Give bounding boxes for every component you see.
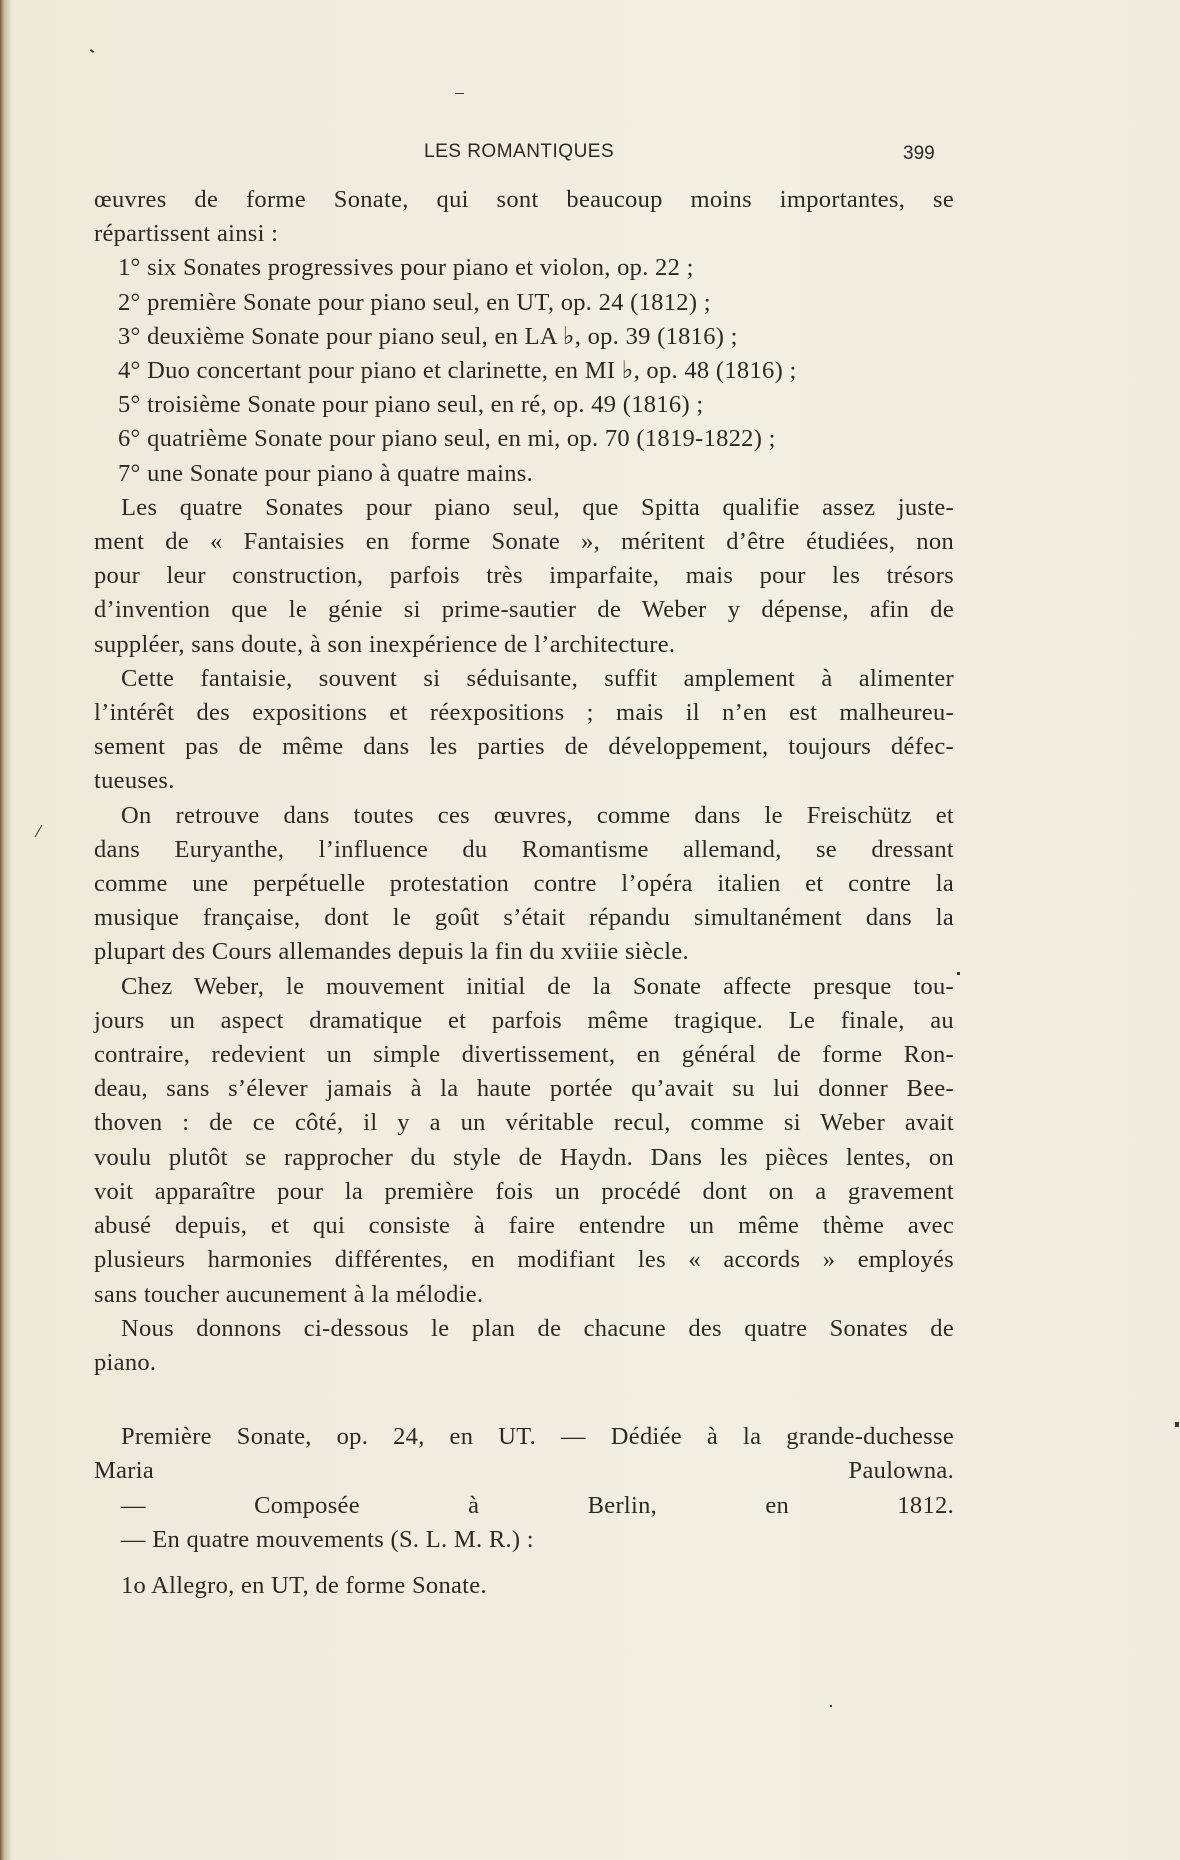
list-item: 1° six Sonates progressives pour piano et violon, op. 22 ; [118, 254, 694, 282]
running-head: LES ROMANTIQUES [424, 141, 615, 162]
text-line: voit apparaître pour la première fois un procédé dont on a gravement [94, 1177, 954, 1205]
text-line: abusé depuis, et qui consiste à faire entendre un même thème avec [94, 1212, 954, 1240]
text-line: répartissent ainsi : [94, 220, 279, 248]
speck-mark [830, 1705, 832, 1707]
line-text: œuvres de forme Sonate, qui sont beaucoup moins importantes, se [94, 186, 954, 213]
text-line: contraire, redevient un simple divertissement, en général de forme Ron- [94, 1041, 954, 1069]
text-line: — Composée à Berlin, en 1812. [121, 1491, 954, 1519]
text-line: Première Sonate, op. 24, en UT. — Dédiée à la grande-duchesse [121, 1423, 954, 1451]
movement-line: 1o Allegro, en UT, de forme Sonate. [121, 1571, 487, 1599]
text-line: jours un aspect dramatique et parfois même tragique. Le finale, au [94, 1006, 954, 1034]
list-item: 5° troisième Sonate pour piano seul, en ré, op. 49 (1816) ; [118, 391, 704, 419]
works-list [94, 251, 954, 490]
paragraph-intro [94, 183, 954, 251]
speck-mark [455, 93, 464, 94]
list-item: 2° première Sonate pour piano seul, en UT, op. 24 (1812) ; [118, 288, 711, 316]
text-line: l’intérêt des expositions et réexpositions ; mais il n’en est malheureu- [94, 699, 954, 727]
text-line: dans Euryanthe, l’influence du Romantisme allemand, se dressant [94, 835, 954, 863]
text-line: d’invention que le génie si prime-sautier de Weber y dépense, afin de [94, 596, 954, 624]
text-line [94, 183, 954, 217]
speck-mark [1175, 1422, 1179, 1427]
section-gap [94, 1557, 954, 1569]
body-text [94, 183, 954, 1603]
text-line: Chez Weber, le mouvement initial de la Sonate affecte presque tou- [121, 972, 954, 1000]
paragraph-fantaisie [94, 662, 954, 799]
page-number: 399 [903, 143, 935, 164]
text-line: — En quatre mouvements (S. L. M. R.) : [121, 1525, 534, 1553]
paragraph-plan [94, 1312, 954, 1380]
text-line: piano. [94, 1348, 157, 1376]
paragraph-romantisme [94, 799, 954, 970]
speck-mark [35, 825, 43, 838]
text-line: Nous donnons ci-dessous le plan de chacune des quatre Sonates de [121, 1314, 954, 1342]
text-line: tueuses. [94, 767, 175, 795]
text-line: Les quatre Sonates pour piano seul, que Spitta qualifie assez juste- [121, 493, 954, 521]
list-item: 4° Duo concertant pour piano et clarinette, en MI ♭, op. 48 (1816) ; [118, 357, 797, 385]
text-line: thoven : de ce côté, il y a un véritable recul, comme si Weber avait [94, 1109, 954, 1137]
text-line: pour leur construction, parfois très imparfaite, mais pour les trésors [94, 562, 954, 590]
text-line: voulu plutôt se rapprocher du style de Haydn. Dans les pièces lentes, on [94, 1143, 954, 1171]
text-line: comme une perpétuelle protestation contre l’opéra italien et contre la [94, 870, 954, 898]
list-item: 6° quatrième Sonate pour piano seul, en mi, op. 70 (1819-1822) ; [118, 425, 776, 453]
text-line: Cette fantaisie, souvent si séduisante, suffit amplement à alimenter [121, 664, 954, 692]
text-line: sement pas de même dans les parties de développement, toujours défec- [94, 733, 954, 761]
list-item: 3° deuxième Sonate pour piano seul, en LA ♭, op. 39 (1816) ; [118, 322, 738, 350]
section-gap [94, 1380, 954, 1420]
speck-mark [90, 49, 94, 53]
text-line: suppléer, sans doute, à son inexpérience de l’architecture. [94, 630, 676, 658]
text-line: musique française, dont le goût s’était répandu simultanément dans la [94, 904, 954, 932]
paragraph-weber [94, 970, 954, 1312]
text-line: plusieurs harmonies différentes, en modifiant les « accords » employés [94, 1246, 954, 1274]
speck-mark [957, 972, 960, 975]
text-line: sans toucher aucunement à la mélodie. [94, 1280, 484, 1308]
text-line: deau, sans s’élever jamais à la haute portée qu’avait su lui donner Bee- [94, 1075, 954, 1103]
text-line: On retrouve dans toutes ces œuvres, comme dans le Freischütz et [121, 801, 954, 829]
text-line: plupart des Cours allemandes depuis la fin du xviiie siècle. [94, 938, 689, 966]
paragraph-sonatas [94, 491, 954, 662]
text-line: Maria Paulowna. [94, 1457, 954, 1485]
list-item: 7° une Sonate pour piano à quatre mains. [118, 459, 534, 487]
text-line: ment de « Fantaisies en forme Sonate », méritent d’être étudiées, non [94, 528, 954, 556]
page-header [0, 141, 1180, 165]
sonata-entry [94, 1420, 954, 1557]
